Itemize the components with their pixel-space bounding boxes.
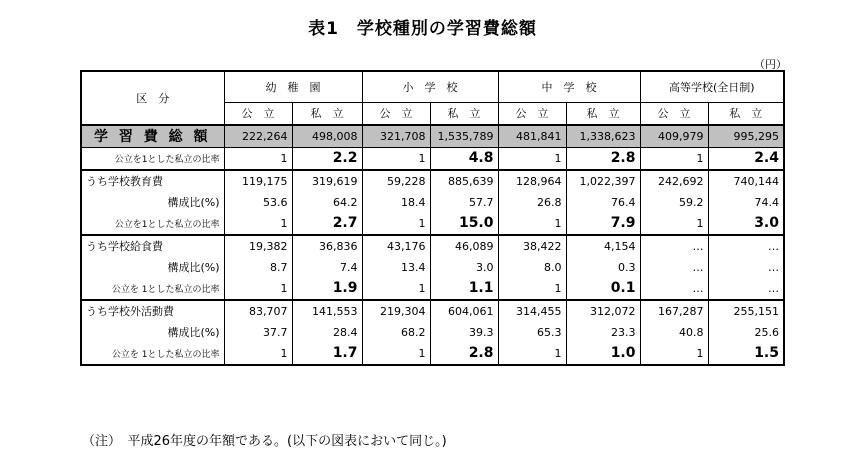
outside-value: 167,287 [640,300,708,322]
composition-value: 18.4 [362,192,430,213]
composition-value: 8.7 [224,257,292,278]
outside-value: 141,553 [292,300,362,322]
col-public: 公 立 [498,102,566,125]
ratio-value: 1 [224,278,292,300]
lunch-value: … [708,235,784,257]
ratio-value: 0.1 [566,278,640,300]
ratio-value: 1 [362,213,430,235]
total-value: 222,264 [224,125,292,148]
ratio-value: 1.0 [566,343,640,365]
composition-value: 8.0 [498,257,566,278]
group-header-high-school: 高等学校(全日制) [640,71,784,102]
col-public: 公 立 [224,102,292,125]
composition-value: 7.4 [292,257,362,278]
total-value: 995,295 [708,125,784,148]
group-header-elementary: 小 学 校 [362,71,498,102]
lunch-value: 38,422 [498,235,566,257]
ratio-value: 2.2 [292,147,362,170]
ratio-value: 1 [224,147,292,170]
ratio-value: 1.9 [292,278,362,300]
lunch-value: 36,836 [292,235,362,257]
lunch-value: 4,154 [566,235,640,257]
composition-value: … [640,257,708,278]
total-value: 498,008 [292,125,362,148]
ratio-value: 1 [362,278,430,300]
composition-value: 23.3 [566,322,640,343]
col-private: 私 立 [566,102,640,125]
composition-label: 構成比(%) [167,261,220,274]
ratio-label: 公立を1とした私立の比率 [114,154,220,165]
total-value: 409,979 [640,125,708,148]
ratio-label: 公立を 1とした私立の比率 [111,284,220,295]
composition-value: 68.2 [362,322,430,343]
category-header: 区 分 [81,71,224,125]
composition-value: 28.4 [292,322,362,343]
outside-value: 604,061 [430,300,498,322]
ratio-value: … [640,278,708,300]
ratio-label: 公立を1とした私立の比率 [114,219,220,230]
education-value: 242,692 [640,170,708,192]
outside-value: 314,455 [498,300,566,322]
ratio-value: 1.7 [292,343,362,365]
ratio-value: 1 [498,278,566,300]
lunch-label: うち学校給食費 [86,240,163,253]
col-public: 公 立 [362,102,430,125]
total-value: 321,708 [362,125,430,148]
table-title: 表1 学校種別の学習費総額 [308,19,537,39]
composition-value: 64.2 [292,192,362,213]
composition-label: 構成比(%) [167,326,220,339]
ratio-value: 1 [362,343,430,365]
outside-label: うち学校外活動費 [86,305,174,318]
ratio-value: 15.0 [430,213,498,235]
composition-value: 65.3 [498,322,566,343]
composition-value: 37.7 [224,322,292,343]
composition-value: 53.6 [224,192,292,213]
ratio-value: 1 [224,213,292,235]
ratio-value: 2.7 [292,213,362,235]
composition-value: 25.6 [708,322,784,343]
education-value: 119,175 [224,170,292,192]
composition-value: 13.4 [362,257,430,278]
lunch-value: … [640,235,708,257]
composition-value: 26.8 [498,192,566,213]
composition-value: 40.8 [640,322,708,343]
col-private: 私 立 [292,102,362,125]
composition-value: 76.4 [566,192,640,213]
outside-value: 219,304 [362,300,430,322]
group-header-kindergarten: 幼 稚 園 [224,71,362,102]
lunch-value: 46,089 [430,235,498,257]
expense-table [80,70,785,366]
education-value: 319,619 [292,170,362,192]
education-value: 59,228 [362,170,430,192]
lunch-value: 19,382 [224,235,292,257]
outside-value: 83,707 [224,300,292,322]
ratio-label: 公立を 1とした私立の比率 [111,349,220,360]
ratio-value: 1 [224,343,292,365]
composition-label: 構成比(%) [167,196,220,209]
total-value: 481,841 [498,125,566,148]
composition-value: 39.3 [430,322,498,343]
ratio-value: 1.5 [708,343,784,365]
col-public: 公 立 [640,102,708,125]
ratio-value: … [708,278,784,300]
total-value: 1,338,623 [566,125,640,148]
ratio-value: 7.9 [566,213,640,235]
group-header-junior-high: 中 学 校 [498,71,640,102]
outside-value: 255,151 [708,300,784,322]
ratio-value: 2.8 [430,343,498,365]
education-label: うち学校教育費 [86,175,163,188]
unit-label: （円） [754,58,787,71]
ratio-value: 1.1 [430,278,498,300]
composition-value: 0.3 [566,257,640,278]
footnote: （注） 平成26年度の年額である。(以下の図表において同じ。) [82,434,447,449]
col-private: 私 立 [708,102,784,125]
education-value: 740,144 [708,170,784,192]
composition-value: … [708,257,784,278]
ratio-value: 1 [362,147,430,170]
composition-value: 57.7 [430,192,498,213]
ratio-value: 4.8 [430,147,498,170]
composition-value: 59.2 [640,192,708,213]
education-value: 1,022,397 [566,170,640,192]
ratio-value: 1 [498,343,566,365]
ratio-value: 1 [640,147,708,170]
education-value: 885,639 [430,170,498,192]
total-label: 学 習 費 総 額 [94,129,211,145]
total-value: 1,535,789 [430,125,498,148]
outside-value: 312,072 [566,300,640,322]
ratio-value: 2.8 [566,147,640,170]
col-private: 私 立 [430,102,498,125]
education-value: 128,964 [498,170,566,192]
composition-value: 74.4 [708,192,784,213]
ratio-value: 1 [640,343,708,365]
composition-value: 3.0 [430,257,498,278]
lunch-value: 43,176 [362,235,430,257]
ratio-value: 3.0 [708,213,784,235]
ratio-value: 1 [498,147,566,170]
ratio-value: 1 [498,213,566,235]
ratio-value: 2.4 [708,147,784,170]
ratio-value: 1 [640,213,708,235]
